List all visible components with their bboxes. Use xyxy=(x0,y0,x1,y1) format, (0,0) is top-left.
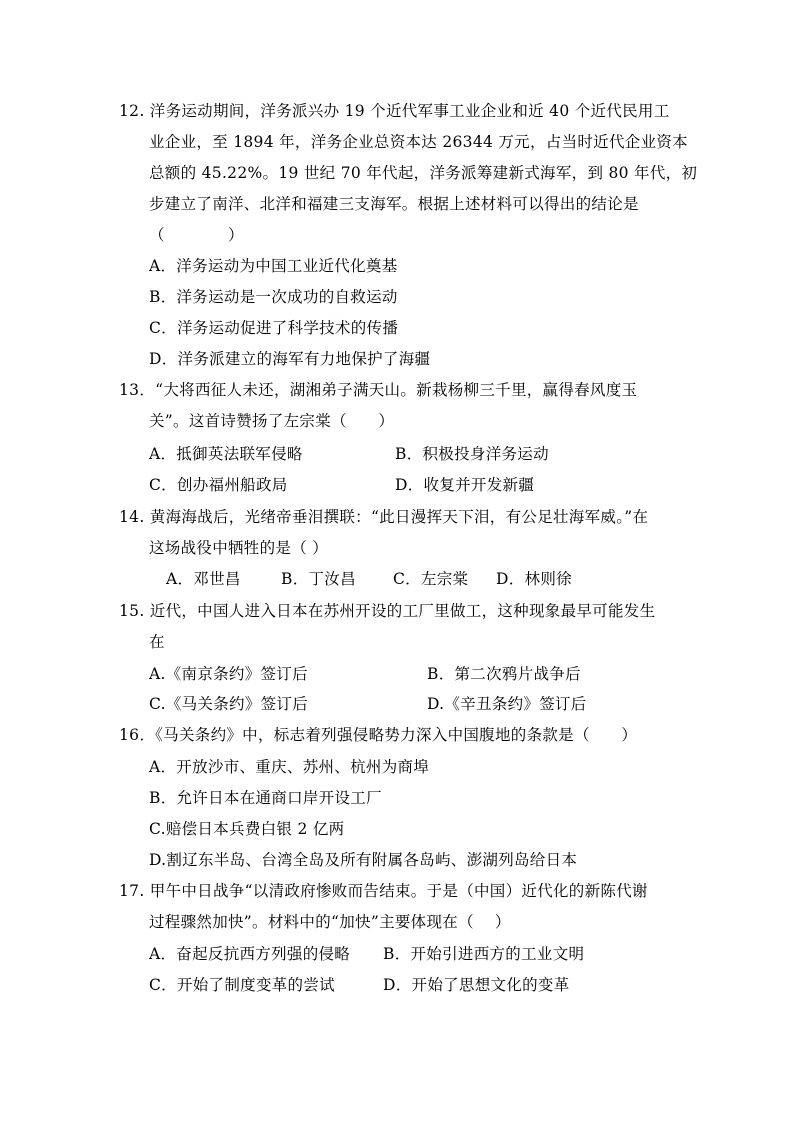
option-a: A．洋务运动为中国工业近代化奠基 xyxy=(149,257,398,275)
option-c: C．开始了制度变革的尝试 xyxy=(149,976,335,994)
option-c: C．创办福州船政局 xyxy=(149,476,288,494)
option-c: C.赔偿日本兵费白银 2 亿两 xyxy=(149,820,345,838)
option-a: A.《南京条约》签订后 xyxy=(149,665,308,683)
option-b: B．积极投身洋务运动 xyxy=(395,445,549,463)
option-c: C.《马关条约》签订后 xyxy=(149,695,309,713)
option-a: A．邓世昌 xyxy=(166,570,241,588)
option-b: B．第二次鸦片战争后 xyxy=(427,665,581,683)
question-text: 这场战役中牺牲的是（ ） xyxy=(149,539,329,557)
option-a: A．抵御英法联军侵略 xyxy=(149,445,303,463)
option-d: D．开始了思想文化的变革 xyxy=(383,976,570,994)
option-d: D．林则徐 xyxy=(496,570,572,588)
option-d: D．洋务派建立的海军有力地保护了海疆 xyxy=(149,350,431,368)
option-b: B．开始引进西方的工业文明 xyxy=(383,945,585,963)
question-text: 总额的 45.22%。19 世纪 70 年代起，洋务派筹建新式海军，到 80 年代，初 xyxy=(149,164,698,182)
option-d: D.《辛丑条约》签订后 xyxy=(427,695,587,713)
option-b: B．洋务运动是一次成功的自救运动 xyxy=(149,288,398,306)
option-c: C．左宗棠 xyxy=(393,570,469,588)
question-text: 步建立了南洋、北洋和福建三支海军。根据上述材料可以得出的结论是 xyxy=(149,195,639,213)
option-d: D.割辽东半岛、台湾全岛及所有附属各岛屿、澎湖列岛给日本 xyxy=(149,851,578,869)
question-text: 13．“大将西征人未还，湖湘弟子满天山。新栽杨柳三千里，赢得春风度玉 xyxy=(119,381,638,399)
question-text: 17. 甲午中日战争“以清政府惨败而告结束。于是（中国）近代化的新陈代谢 xyxy=(119,882,648,900)
question-text: 16．《马关条约》中，标志着列强侵略势力深入中国腹地的条款是（ ） xyxy=(119,726,638,744)
option-b: B．丁汝昌 xyxy=(281,570,356,588)
question-text: 15. 近代，中国人进入日本在苏州开设的工厂里做工，这种现象最早可能发生 xyxy=(119,602,656,620)
question-text: 业企业，至 1894 年，洋务企业总资本达 26344 万元，占当时近代企业资本 xyxy=(149,133,688,151)
question-text: 关”。这首诗赞扬了左宗棠（ ） xyxy=(149,412,395,430)
question-text: 在 xyxy=(149,633,165,651)
option-a: A．奋起反抗西方列强的侵略 xyxy=(149,945,351,963)
option-a: A．开放沙市、重庆、苏州、杭州为商埠 xyxy=(149,758,430,776)
option-d: D．收复并开发新疆 xyxy=(395,476,535,494)
option-c: C．洋务运动促进了科学技术的传播 xyxy=(149,319,399,337)
answer-blank: （ ） xyxy=(149,226,244,244)
question-text: 12. 洋务运动期间，洋务派兴办 19 个近代军事工业企业和近 40 个近代民用工 xyxy=(119,102,670,120)
option-b: B．允许日本在通商口岸开设工厂 xyxy=(149,789,382,807)
question-text: 过程骤然加快”。材料中的“加快”主要体现在（ ） xyxy=(149,913,511,931)
question-text: 14. 黄海海战后，光绪帝垂泪撰联：“此日漫挥天下泪，有公足壮海军威。”在 xyxy=(119,508,649,526)
